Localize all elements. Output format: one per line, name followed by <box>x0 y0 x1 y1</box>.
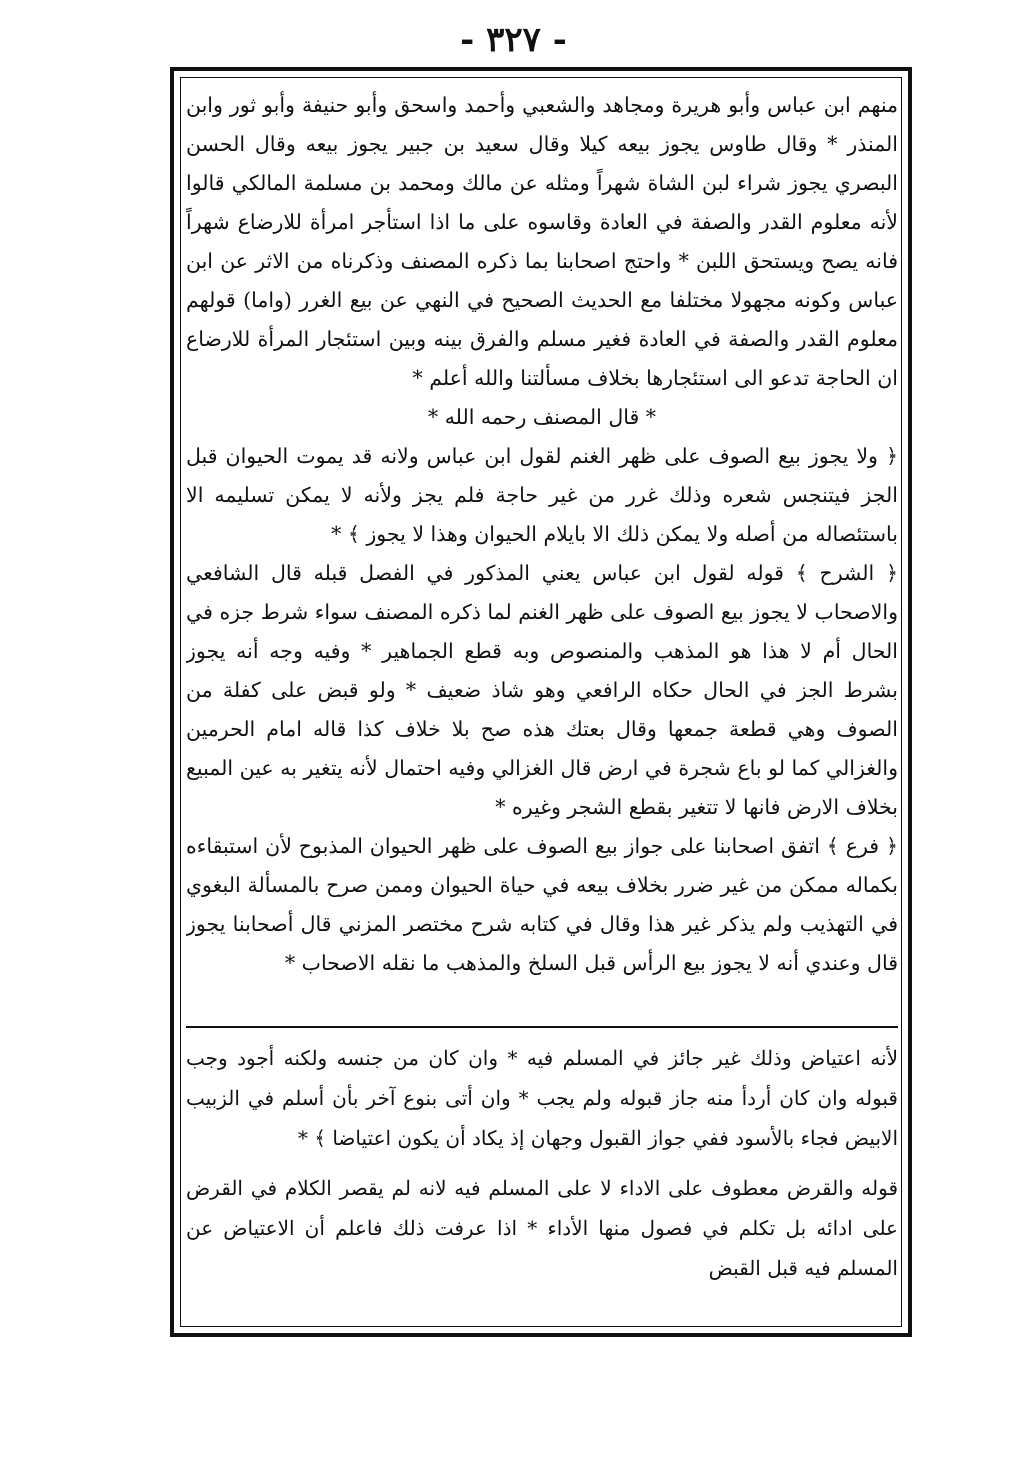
paragraph-far: ﴿ فرع ﴾ اتفق اصحابنا على جواز بيع الصوف على ظهر الحيوان المذبوح لأن استبقاءه بكماله ممكن من غير ضرر بخلاف بيعه في حياة الحيوان وممن صرح بالمسألة البغوي في التهذيب ولم يذكر غير هذا وقال في كتابه شرح مختصر المزني قال أصحابنا يجوز قال وعندي أنه لا يجوز بيع الرأس قبل السلخ والمذهب ما نقله الاصحاب * <box>186 834 898 975</box>
lower-paragraph: لأنه اعتياض وذلك غير جائز في المسلم فيه * وان كان من جنسه ولكنه أجود وجب قبوله وان كان أردأ منه جاز قبوله ولم يجب * وان أتى بنوع آخر بأن أسلم في الزبيب الابيض فجاء بالأسود ففي جواز القبول وجهان إذ يكاد أن يكون اعتياضا ﴾ * <box>186 1046 898 1150</box>
paragraph-matn: ﴿ ولا يجوز بيع الصوف على ظهر الغنم لقول ابن عباس ولانه قد يموت الحيوان قبل الجز فيتنجس شعره وذلك غرر من غير حاجة فلم يجز ولأنه لا يمكن تسليمه الا باستئصاله من أصله ولا يمكن ذلك الا بايلام الحيوان وهذا لا يجوز ﴾ * <box>186 444 898 546</box>
page-number: - ٣٢٧ - <box>460 20 567 60</box>
section-divider <box>186 1026 898 1028</box>
main-text <box>186 86 898 1016</box>
section-heading: * قال المصنف رحمه الله * <box>427 405 657 429</box>
lower-commentary <box>186 1038 898 1318</box>
lower-paragraph: قوله والقرض معطوف على الاداء لا على المسلم فيه لانه لم يقصر الكلام في القرض على ادائه بل تكلم في فصول منها الأداء * اذا عرفت ذلك فاعلم أن الاعتياض عن المسلم فيه قبل القبض <box>186 1176 898 1280</box>
paragraph-opening: منهم ابن عباس وأبو هريرة ومجاهد والشعبي وأحمد واسحق وأبو حنيفة وأبو ثور وابن المنذر * وقال طاوس يجوز بيعه كيلا وقال سعيد بن جبير يجوز بيعه وقال الحسن البصري يجوز شراء لبن الشاة شهراً ومثله عن مالك ومحمد بن مسلمة المالكي قالوا لأنه معلوم القدر والصفة في العادة وقاسوه على ما اذا استأجر امرأة للارضاع شهراً فانه يصح ويستحق اللبن * واحتج اصحابنا بما ذكره المصنف وذكرناه من الاثر عن ابن عباس وكونه مجهولا مختلفا مع الحديث الصحيح في النهي عن بيع الغرر (واما) قولهم معلوم القدر والصفة في العادة فغير مسلم والفرق بينه وبين استئجار المرأة للارضاع ان الحاجة تدعو الى استئجارها بخلاف مسألتنا والله أعلم * <box>186 93 898 390</box>
paragraph-sharh: ﴿ الشرح ﴾ قوله لقول ابن عباس يعني المذكور في الفصل قبله قال الشافعي والاصحاب لا يجوز بيع الصوف على ظهر الغنم لما ذكره المصنف سواء شرط جزه في الحال أم لا هذا هو المذهب والمنصوص وبه قطع الجماهير * وفيه وجه أنه يجوز بشرط الجز في الحال حكاه الرافعي وهو شاذ ضعيف * ولو قبض على كفلة من الصوف وهي قطعة جمعها وقال بعتك هذه صح بلا خلاف كذا قاله امام الحرمين والغزالي كما لو باع شجرة في ارض قال الغزالي وفيه احتمال لأنه يتغير به عين المبيع بخلاف الارض فانها لا تتغير بقطع الشجر وغيره * <box>186 561 898 819</box>
